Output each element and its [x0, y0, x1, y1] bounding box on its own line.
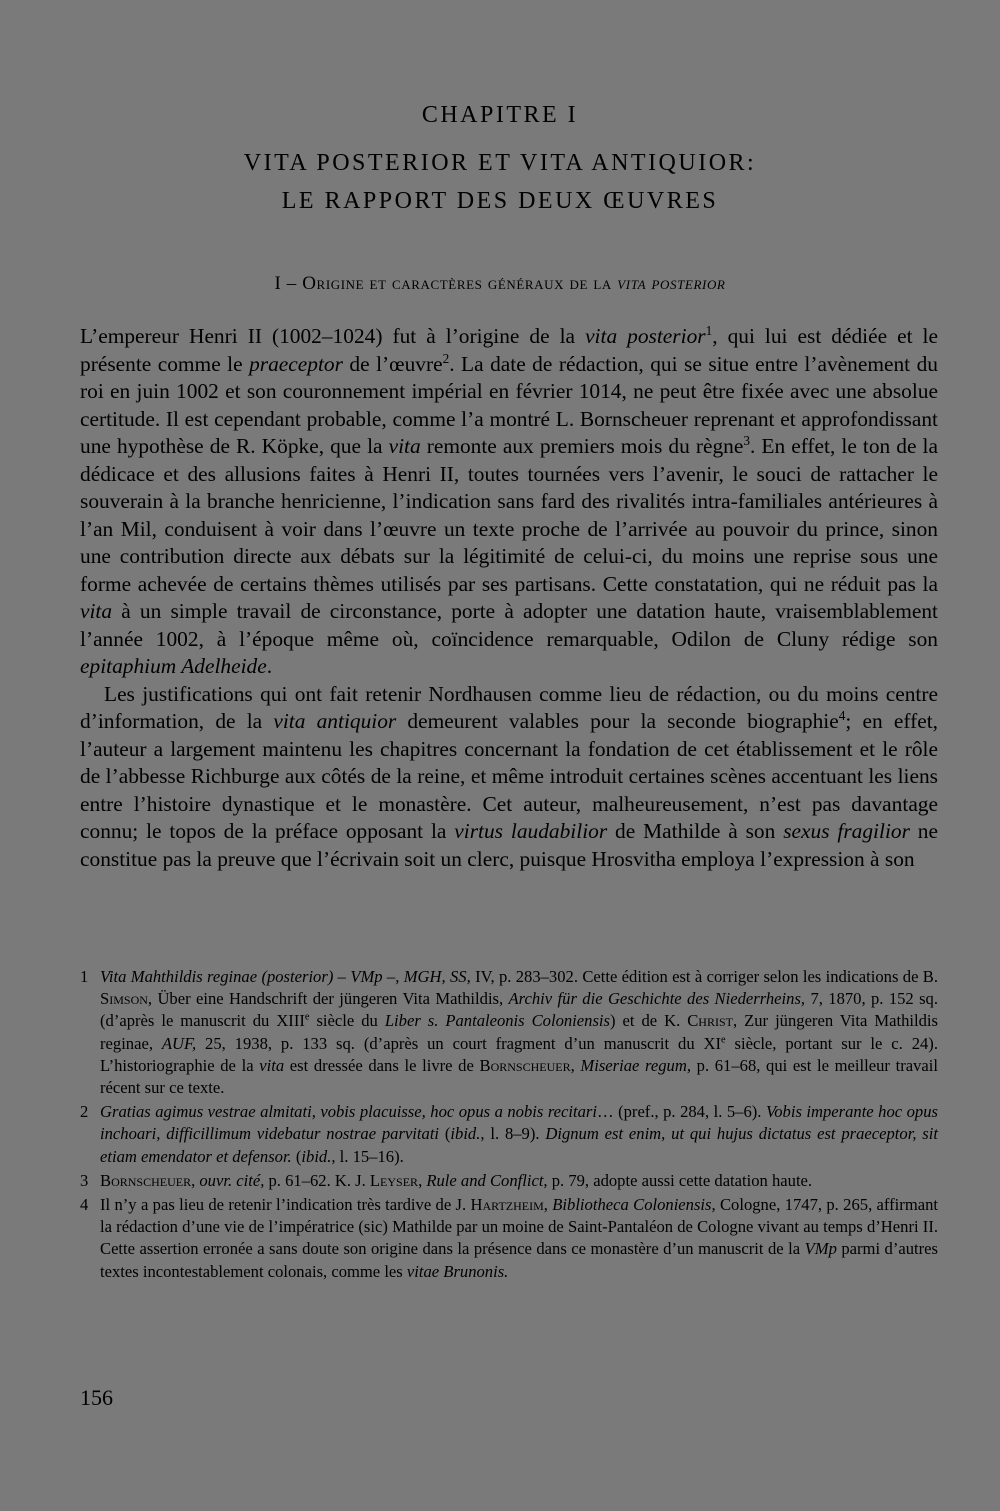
- page-number: 156: [80, 1385, 113, 1410]
- p2-italic: sexus fragilior: [783, 819, 910, 843]
- p2-text: demeurent valables pour la seconde biographie: [396, 709, 839, 733]
- p1-text: . En effet, le ton de la dédicace et des allusions faites à Henri II, toutes tournées vers l’avenir, le souci de rattacher le souverain à la branche henricienne, l’indication sans fard des rivalités intra-familiales antérieures à l’an Mil, conduisent à voir dans l’œuvre un texte proche de l’arrivée au pouvoir du prince, sinon une contribution directe aux débats sur la légitimité de celui-ci, du moins une reprise sous une forme achevée de certains thèmes utilisés par ses partisans. Cette constatation, qui ne réduit pas la: [80, 434, 938, 596]
- footnote-text: , Zur jüngeren Vita Mathildis reginae,: [100, 1011, 938, 1053]
- p1-italic: vita: [80, 599, 113, 623]
- p2-text: ; en effet, l’auteur a largement maintenu les chapitres concernant la fondation de cet établissement et le rôle de l’abbesse Richburge aux côtés de la reine, et même introduit certaines scènes accentuant les liens entre l’histoire dynastique et le monastère. Cet auteur, malheureusement, n’est pas davantage connu; le topos de la préface opposant la: [80, 709, 938, 843]
- p2-text: Les justifications qui ont fait retenir Nordhausen comme lieu de rédaction, ou du moins centre d’information, de la: [80, 681, 938, 733]
- footnote-text: e: [721, 1034, 726, 1046]
- footnote-text: siècle du: [309, 1011, 385, 1031]
- footnote-text: Simson: [100, 989, 148, 1009]
- footnote-text: p. 79, adopte aussi cette datation haute.: [547, 1170, 813, 1190]
- footnote-text: IV, p. 283–302. Cette édition est à corriger selon les indications de B.: [470, 967, 938, 986]
- p2-italic: vita antiquior: [273, 709, 397, 733]
- footnote-text: vita: [259, 1055, 285, 1075]
- footnote-text: 25, 1938, p. 133 sq. (d’après un court fragment d’un manuscrit du XI: [196, 1033, 722, 1053]
- footnote-text: Bornscheuer: [479, 1055, 571, 1075]
- footnote-text: Bornscheuer: [100, 1170, 192, 1190]
- footnote-text: (: [291, 1146, 302, 1166]
- footnote-text: ibid.: [301, 1146, 332, 1166]
- footnote-text: Vobis imperante hoc opus inchoari, difficillimum videbatur nostrae parvitati: [100, 1102, 938, 1144]
- footnote-text: p. 61–68, qui est le meilleur travail récent sur ce texte.: [100, 1055, 938, 1098]
- footnote-text: Miseriae regum,: [580, 1055, 691, 1075]
- footnotes: [80, 966, 938, 1285]
- footnote-1: [80, 966, 938, 1099]
- p1-text: .: [266, 654, 273, 678]
- footnote-ref-4: 4: [838, 707, 846, 723]
- p1-italic: praeceptor: [249, 351, 343, 376]
- p2-text: ne constitue pas la preuve que l’écrivain soit un clerc, puisque Hrosvitha employa l’expression à son: [80, 819, 938, 871]
- section-title: [0, 270, 1000, 298]
- footnote-text: Cologne, 1747, p. 265, affirmant la rédaction d’une vie de l’impératrice (sic) Mathilde par un moine de Saint-Pantaléon de Cologne vivant au temps d’Henri II. Cette assertion erronée a sans doute son origine dans la présence dans ce monastère d’un manuscrit de la: [100, 1195, 938, 1259]
- footnote-text: , Über eine Handschrift der jüngeren Vita Mathildis,: [147, 989, 509, 1009]
- footnote-text: e: [304, 1011, 310, 1023]
- footnote-text: ,: [418, 1170, 427, 1190]
- footnote-text: Rule and Conflict,: [426, 1170, 548, 1190]
- p1-text: . La date de rédaction, qui se situe entre l’avènement du roi en juin 1002 et son couronnement impérial en février 1014, ne peut être fixée avec une absolue certitude. Il est cependant probable, comme l’a montré L. Bornscheuer reprenant et approfondissant une hypothèse de R. Köpke, que la: [80, 351, 938, 458]
- footnote-text: 7, 1870, p. 152 sq. (d’après le manuscrit du XIII: [100, 989, 939, 1031]
- footnote-text: Dignum est enim, ut qui hujus dictatus est praeceptor, sit etiam emendator et defensor.: [100, 1124, 938, 1166]
- p1-italic: epitaphium Adelheide: [80, 654, 267, 678]
- footnote-3: [80, 1170, 938, 1192]
- footnote-text: Il n’y a pas lieu de retenir l’indication très tardive de J.: [100, 1195, 471, 1215]
- footnote-ref-2: 2: [442, 350, 450, 366]
- footnote-text: ,: [570, 1055, 581, 1075]
- footnote-text: ouvr. cité,: [199, 1170, 265, 1190]
- footnote-text: ,: [191, 1170, 200, 1190]
- footnote-text: ) et de K.: [609, 1011, 688, 1031]
- section-title-italic: vita posterior: [617, 273, 726, 294]
- footnote-text: est dressée dans le livre de: [284, 1055, 480, 1075]
- footnote-text: (: [439, 1124, 451, 1144]
- footnote-text: Vita Mahthildis reginae (posterior) – VMp –, MGH, SS,: [100, 967, 471, 986]
- footnote-number: 2: [80, 1102, 89, 1122]
- footnote-number: 1: [80, 967, 89, 986]
- footnote-4: [80, 1194, 938, 1283]
- footnote-text: Hartzheim: [470, 1195, 544, 1215]
- p1-text: à un simple travail de circonstance, porte à adopter une datation haute, vraisemblablement l’année 1002, à l’époque même où, coïncidence remarquable, Odilon de Cluny rédige son: [80, 599, 938, 651]
- p1-text: L’empereur Henri II (1002–1024) fut à l’origine de la: [80, 324, 586, 348]
- footnote-text: Leyser: [369, 1170, 419, 1190]
- p2-italic: virtus laudabilior: [454, 819, 608, 843]
- footnote-ref-3: 3: [743, 432, 750, 448]
- footnote-text: , l. 8–9).: [480, 1124, 546, 1144]
- footnote-2: [80, 1101, 938, 1168]
- paragraph-2: [80, 681, 938, 874]
- p1-italic: vita posterior: [585, 324, 706, 348]
- p2-text: de Mathilde à son: [607, 819, 784, 843]
- paragraph-1: [80, 323, 938, 681]
- chapter-heading: [0, 96, 1000, 220]
- footnote-text: Bibliotheca Coloniensis,: [552, 1195, 716, 1215]
- footnote-text: Liber s. Pantaleonis Coloniensis: [384, 1011, 610, 1031]
- p1-text: , qui lui est dédiée et le présente comme le: [80, 324, 938, 376]
- footnote-ref-1: 1: [705, 322, 713, 338]
- footnote-number: 3: [80, 1170, 89, 1190]
- footnote-text: ibid.: [450, 1124, 481, 1144]
- footnote-text: , l. 15–16).: [331, 1146, 404, 1166]
- footnote-text: Archiv für die Geschichte des Niederrheins,: [508, 989, 806, 1009]
- footnote-text: parmi d’autres textes incontestablement colonais, comme les: [100, 1239, 938, 1281]
- p1-text: remonte aux premiers mois du règne: [420, 434, 744, 458]
- section-title-prefix: I – Origine et caractères généraux de la: [274, 273, 618, 294]
- footnote-number: 4: [80, 1195, 89, 1215]
- footnote-text: AUF,: [161, 1033, 197, 1053]
- footnote-text: siècle, portant sur le c. 24). L’historiographie de la: [100, 1033, 938, 1075]
- chapter-title-line-1: VITA POSTERIOR ET VITA ANTIQUIOR:: [243, 150, 757, 176]
- body-text: [80, 323, 938, 873]
- footnote-text: vitae Brunonis.: [406, 1261, 509, 1281]
- footnote-text: ,: [543, 1195, 553, 1215]
- footnote-text: VMp: [804, 1239, 837, 1259]
- footnote-text: … (pref., p. 284, l. 5–6).: [597, 1102, 766, 1122]
- footnote-text: Christ: [687, 1011, 733, 1031]
- p1-text: de l’œuvre: [342, 351, 443, 376]
- p1-italic: vita: [388, 434, 421, 458]
- footnote-text: p. 61–62. K. J.: [264, 1170, 370, 1190]
- chapter-title-line-2: LE RAPPORT DES DEUX ŒUVRES: [281, 188, 719, 214]
- chapter-label: CHAPITRE I: [421, 102, 579, 128]
- footnote-text: Gratias agimus vestrae almitati, vobis placuisse, hoc opus a nobis recitari: [100, 1102, 597, 1122]
